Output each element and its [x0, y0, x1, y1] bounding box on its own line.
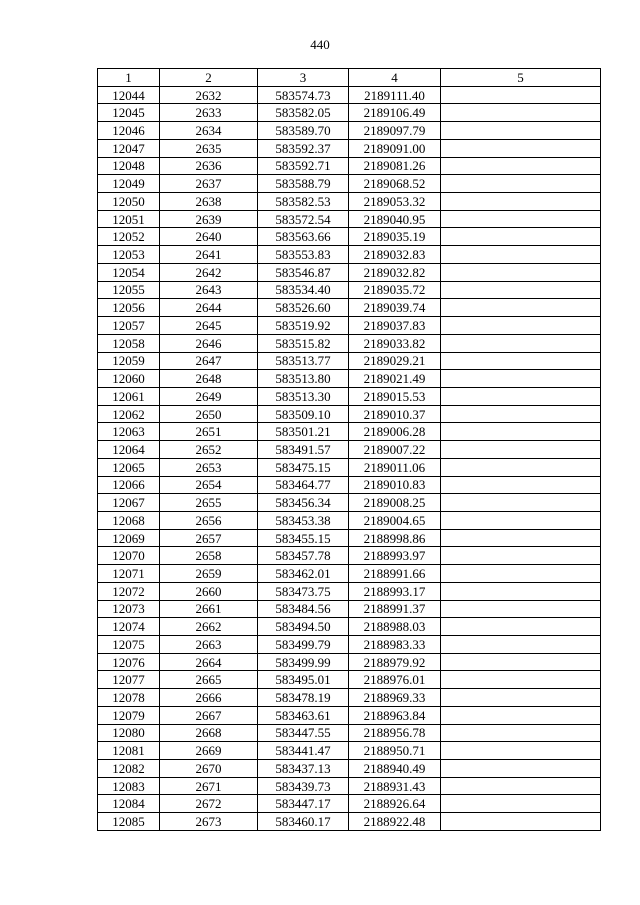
table-cell: 12049 [98, 175, 160, 193]
table-row [98, 511, 601, 529]
table-cell: 12071 [98, 565, 160, 583]
table-cell: 2656 [160, 511, 258, 529]
table-cell: 583460.17 [258, 813, 349, 831]
table-cell [441, 600, 601, 618]
table-cell: 583546.87 [258, 263, 349, 281]
table-cell [441, 228, 601, 246]
table-row [98, 86, 601, 104]
column-header: 3 [258, 69, 349, 87]
table-cell: 2645 [160, 317, 258, 335]
table-cell: 2189015.53 [349, 387, 441, 405]
table-cell: 583588.79 [258, 175, 349, 193]
table-cell: 2650 [160, 405, 258, 423]
table-cell: 12044 [98, 86, 160, 104]
table-cell: 2642 [160, 263, 258, 281]
column-header: 2 [160, 69, 258, 87]
table-cell: 2661 [160, 600, 258, 618]
table-cell [441, 139, 601, 157]
table-cell: 12059 [98, 352, 160, 370]
table-cell: 12050 [98, 193, 160, 211]
table-cell: 2641 [160, 246, 258, 264]
table-cell: 12046 [98, 122, 160, 140]
table-row [98, 334, 601, 352]
table-cell: 12076 [98, 653, 160, 671]
table-cell: 12067 [98, 494, 160, 512]
table-cell: 2189035.19 [349, 228, 441, 246]
table-cell: 2635 [160, 139, 258, 157]
table-cell: 12057 [98, 317, 160, 335]
column-header: 5 [441, 69, 601, 87]
table-cell: 2639 [160, 210, 258, 228]
table-cell: 583513.30 [258, 387, 349, 405]
page-number: 440 [310, 37, 330, 52]
table-cell: 2188940.49 [349, 760, 441, 778]
table-cell: 2653 [160, 458, 258, 476]
table-row [98, 441, 601, 459]
table-cell: 583441.47 [258, 742, 349, 760]
table-cell: 2658 [160, 547, 258, 565]
table-cell [441, 86, 601, 104]
table-cell [441, 511, 601, 529]
table-cell: 12048 [98, 157, 160, 175]
table-cell: 2189037.83 [349, 317, 441, 335]
table-cell: 2670 [160, 760, 258, 778]
table-cell: 2189091.00 [349, 139, 441, 157]
table-cell: 2189111.40 [349, 86, 441, 104]
table-cell: 2188998.86 [349, 529, 441, 547]
table-cell: 583453.38 [258, 511, 349, 529]
table-row [98, 299, 601, 317]
table-cell: 2189011.06 [349, 458, 441, 476]
table-cell: 2672 [160, 795, 258, 813]
table-cell [441, 122, 601, 140]
table-cell [441, 777, 601, 795]
table-cell: 2189097.79 [349, 122, 441, 140]
table-cell [441, 653, 601, 671]
table-cell: 2668 [160, 724, 258, 742]
table-cell: 2646 [160, 334, 258, 352]
table-cell: 12084 [98, 795, 160, 813]
table-cell [441, 175, 601, 193]
table-cell: 12064 [98, 441, 160, 459]
table-row [98, 139, 601, 157]
table-cell: 2189039.74 [349, 299, 441, 317]
table-cell: 2652 [160, 441, 258, 459]
table-cell: 583462.01 [258, 565, 349, 583]
table-cell: 2188991.37 [349, 600, 441, 618]
table-cell: 2189010.37 [349, 405, 441, 423]
table-cell [441, 476, 601, 494]
table-cell: 2669 [160, 742, 258, 760]
table-cell: 12053 [98, 246, 160, 264]
table-row [98, 210, 601, 228]
table-row [98, 742, 601, 760]
table-row [98, 263, 601, 281]
table-row [98, 405, 601, 423]
table-row [98, 387, 601, 405]
table-cell [441, 795, 601, 813]
table-cell: 2647 [160, 352, 258, 370]
table-cell: 2189006.28 [349, 423, 441, 441]
table-cell: 583439.73 [258, 777, 349, 795]
table-row [98, 547, 601, 565]
table-cell: 2189008.25 [349, 494, 441, 512]
table-cell: 2664 [160, 653, 258, 671]
table-cell: 583513.80 [258, 370, 349, 388]
table-cell: 2188956.78 [349, 724, 441, 742]
table-cell: 583572.54 [258, 210, 349, 228]
table-cell: 2189068.52 [349, 175, 441, 193]
table-cell: 583456.34 [258, 494, 349, 512]
table-body [98, 86, 601, 830]
table-cell: 12052 [98, 228, 160, 246]
table-row [98, 689, 601, 707]
table-cell: 2667 [160, 706, 258, 724]
table-cell: 583499.99 [258, 653, 349, 671]
table-cell: 2632 [160, 86, 258, 104]
table-cell: 583478.19 [258, 689, 349, 707]
table-row [98, 104, 601, 122]
table-row [98, 618, 601, 636]
table-cell: 12085 [98, 813, 160, 831]
table-cell: 583457.78 [258, 547, 349, 565]
table-cell [441, 565, 601, 583]
table-cell: 583592.37 [258, 139, 349, 157]
table-cell: 12068 [98, 511, 160, 529]
table-cell: 2188983.33 [349, 636, 441, 654]
table-cell: 2657 [160, 529, 258, 547]
table-cell [441, 423, 601, 441]
table-cell: 2189033.82 [349, 334, 441, 352]
table-cell: 12072 [98, 582, 160, 600]
table-cell: 583491.57 [258, 441, 349, 459]
table-row [98, 246, 601, 264]
table-row [98, 813, 601, 831]
table-cell: 2189032.82 [349, 263, 441, 281]
table-cell: 12083 [98, 777, 160, 795]
table-cell [441, 706, 601, 724]
table-row [98, 636, 601, 654]
table-cell: 583509.10 [258, 405, 349, 423]
table-row [98, 423, 601, 441]
table-cell [441, 458, 601, 476]
table-cell: 12065 [98, 458, 160, 476]
table-row [98, 157, 601, 175]
table-cell: 2189032.83 [349, 246, 441, 264]
table-cell: 12077 [98, 671, 160, 689]
table-header-row [98, 69, 601, 87]
table-row [98, 370, 601, 388]
table-cell: 583473.75 [258, 582, 349, 600]
table-cell: 2188963.84 [349, 706, 441, 724]
table-cell: 583563.66 [258, 228, 349, 246]
table-row [98, 529, 601, 547]
table-cell: 583484.56 [258, 600, 349, 618]
table-cell [441, 742, 601, 760]
table-row [98, 122, 601, 140]
coordinates-table [97, 68, 601, 831]
table-cell: 2659 [160, 565, 258, 583]
table-cell: 12081 [98, 742, 160, 760]
table-row [98, 175, 601, 193]
table-cell: 12060 [98, 370, 160, 388]
table-row [98, 760, 601, 778]
table-cell: 12075 [98, 636, 160, 654]
table-cell: 12051 [98, 210, 160, 228]
table-cell [441, 104, 601, 122]
table-cell: 2189035.72 [349, 281, 441, 299]
table-cell: 2189053.32 [349, 193, 441, 211]
table-cell: 2637 [160, 175, 258, 193]
table-cell [441, 547, 601, 565]
table-cell: 2660 [160, 582, 258, 600]
table-cell: 12074 [98, 618, 160, 636]
table-cell: 583475.15 [258, 458, 349, 476]
table-cell: 583447.17 [258, 795, 349, 813]
table-cell [441, 405, 601, 423]
table-cell: 2188991.66 [349, 565, 441, 583]
table-row [98, 476, 601, 494]
table-cell: 2188979.92 [349, 653, 441, 671]
table-cell: 2189106.49 [349, 104, 441, 122]
table-cell: 2673 [160, 813, 258, 831]
table-row [98, 724, 601, 742]
table-cell: 2636 [160, 157, 258, 175]
table-row [98, 352, 601, 370]
table-cell [441, 813, 601, 831]
table-row [98, 777, 601, 795]
table-cell: 583437.13 [258, 760, 349, 778]
table-cell [441, 689, 601, 707]
table-cell: 2189081.26 [349, 157, 441, 175]
table-cell: 2188976.01 [349, 671, 441, 689]
table-cell: 583582.53 [258, 193, 349, 211]
table-cell: 583463.61 [258, 706, 349, 724]
table-cell: 2649 [160, 387, 258, 405]
table-cell: 583499.79 [258, 636, 349, 654]
table-cell [441, 281, 601, 299]
table-cell [441, 157, 601, 175]
table-row [98, 600, 601, 618]
table-cell: 12062 [98, 405, 160, 423]
table-row [98, 671, 601, 689]
table-cell: 12066 [98, 476, 160, 494]
table-cell: 2654 [160, 476, 258, 494]
table-row [98, 458, 601, 476]
table-cell: 12054 [98, 263, 160, 281]
table-cell [441, 441, 601, 459]
table-cell: 583526.60 [258, 299, 349, 317]
table-cell: 2188969.33 [349, 689, 441, 707]
table-cell: 583534.40 [258, 281, 349, 299]
table-cell: 583582.05 [258, 104, 349, 122]
table-cell [441, 618, 601, 636]
table-cell [441, 387, 601, 405]
column-header: 1 [98, 69, 160, 87]
table-cell: 2189040.95 [349, 210, 441, 228]
table-cell: 2651 [160, 423, 258, 441]
table-cell: 583455.15 [258, 529, 349, 547]
table-row [98, 565, 601, 583]
table-cell: 583495.01 [258, 671, 349, 689]
table-row [98, 795, 601, 813]
table-cell: 583515.82 [258, 334, 349, 352]
table-cell: 583592.71 [258, 157, 349, 175]
table-cell: 2189007.22 [349, 441, 441, 459]
table-cell: 2188926.64 [349, 795, 441, 813]
table-row [98, 494, 601, 512]
table-cell: 12061 [98, 387, 160, 405]
table-cell: 2189010.83 [349, 476, 441, 494]
table-cell: 2655 [160, 494, 258, 512]
table-cell: 12078 [98, 689, 160, 707]
table-cell: 12045 [98, 104, 160, 122]
table-cell: 583574.73 [258, 86, 349, 104]
table-cell: 12073 [98, 600, 160, 618]
table-cell: 583464.77 [258, 476, 349, 494]
table-cell: 583553.83 [258, 246, 349, 264]
table-cell: 12056 [98, 299, 160, 317]
table-cell [441, 582, 601, 600]
table-cell: 12063 [98, 423, 160, 441]
table-cell: 2189021.49 [349, 370, 441, 388]
table-cell: 2189029.21 [349, 352, 441, 370]
table-row [98, 653, 601, 671]
table-cell: 12079 [98, 706, 160, 724]
table-cell: 2188988.03 [349, 618, 441, 636]
table-cell: 583494.50 [258, 618, 349, 636]
table-cell: 2666 [160, 689, 258, 707]
table-cell: 2648 [160, 370, 258, 388]
table-cell [441, 529, 601, 547]
table-cell [441, 334, 601, 352]
table-cell: 2634 [160, 122, 258, 140]
table-cell: 12047 [98, 139, 160, 157]
table-row [98, 582, 601, 600]
table-cell: 2665 [160, 671, 258, 689]
table-cell: 2188993.17 [349, 582, 441, 600]
table-row [98, 228, 601, 246]
table-cell: 2633 [160, 104, 258, 122]
table-cell: 2188950.71 [349, 742, 441, 760]
table-cell: 2643 [160, 281, 258, 299]
table-cell [441, 317, 601, 335]
column-header: 4 [349, 69, 441, 87]
table-cell: 2188922.48 [349, 813, 441, 831]
table-cell [441, 193, 601, 211]
table-row [98, 706, 601, 724]
table-cell: 12058 [98, 334, 160, 352]
table-cell [441, 370, 601, 388]
table-cell: 583519.92 [258, 317, 349, 335]
table-cell: 2671 [160, 777, 258, 795]
table-cell: 2663 [160, 636, 258, 654]
table-cell: 12082 [98, 760, 160, 778]
table-cell [441, 760, 601, 778]
table-cell: 2188931.43 [349, 777, 441, 795]
table-cell: 2640 [160, 228, 258, 246]
table-cell: 583589.70 [258, 122, 349, 140]
table-cell [441, 263, 601, 281]
table-cell: 12069 [98, 529, 160, 547]
table-cell: 583447.55 [258, 724, 349, 742]
table-cell [441, 494, 601, 512]
table-cell: 12070 [98, 547, 160, 565]
table-row [98, 317, 601, 335]
table-cell: 2188993.97 [349, 547, 441, 565]
table-cell [441, 299, 601, 317]
table-cell [441, 246, 601, 264]
table-cell [441, 724, 601, 742]
table-cell: 583513.77 [258, 352, 349, 370]
table-cell [441, 352, 601, 370]
table-cell [441, 636, 601, 654]
table-cell: 12055 [98, 281, 160, 299]
table-cell: 2638 [160, 193, 258, 211]
table-cell: 2189004.65 [349, 511, 441, 529]
table-cell [441, 671, 601, 689]
table-cell [441, 210, 601, 228]
table-row [98, 193, 601, 211]
table-cell: 2644 [160, 299, 258, 317]
table-cell: 583501.21 [258, 423, 349, 441]
table-cell: 12080 [98, 724, 160, 742]
table-row [98, 281, 601, 299]
table-cell: 2662 [160, 618, 258, 636]
